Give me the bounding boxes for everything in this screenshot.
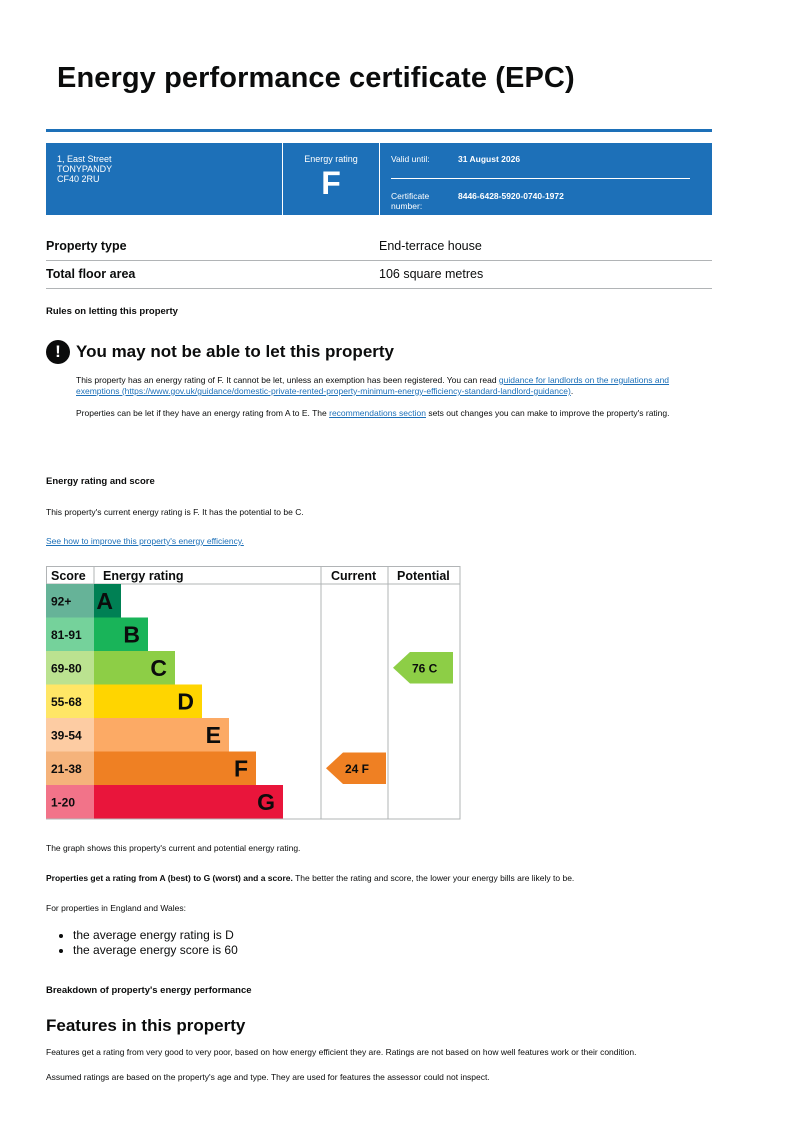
- letting-text: This property has an energy rating of F. It cannot be let, unless an exemption has been registered. You can read: [76, 375, 499, 385]
- features-paragraph-1: Features get a rating from very good to very poor, based on how energy efficient they are. Ratings are not based on how well features work or their condition.: [46, 1047, 637, 1057]
- ratings-rest: The better the rating and score, the lower your energy bills are likely to be.: [292, 873, 575, 883]
- letting-paragraph-1: [76, 375, 696, 397]
- letting-heading: Rules on letting this property: [46, 306, 178, 317]
- band-score-label: 81-91: [51, 627, 82, 642]
- list-item: • the average energy rating is D: [73, 928, 238, 943]
- band-letter: F: [233, 755, 248, 782]
- letting-text: .: [570, 386, 574, 396]
- list-item: • the average energy score is 60: [73, 943, 238, 958]
- features-heading: Features in this property: [46, 1016, 246, 1035]
- band-letter: B: [123, 621, 140, 648]
- floor-area-key: Total floor area: [46, 267, 136, 281]
- ratings-explanation: [46, 873, 574, 884]
- band-score-label: 21-38: [51, 761, 82, 776]
- landlord-guidance-link[interactable]: guidance for landlords on the regulations and exemptions (https://www.gov.uk/guidance/domestic-private-rented-property-minimum-energy-efficiency-standard-landlord-guidance): [76, 375, 670, 396]
- property-type-value: End-terrace house: [379, 239, 482, 253]
- breakdown-heading: Breakdown of property's energy performance: [46, 985, 252, 996]
- property-type-key: Property type: [46, 239, 127, 253]
- improve-efficiency-link[interactable]: See how to improve this property's energy efficiency.: [46, 536, 244, 546]
- band-score-label: 55-68: [51, 694, 82, 709]
- certificate-number-label: Certificate number:: [391, 191, 430, 211]
- england-wales-text: For properties in England and Wales:: [46, 903, 187, 913]
- floor-area-row: [46, 260, 712, 289]
- energy-rating-header: Energy rating: [103, 569, 184, 583]
- warning-title: You may not be able to let this property: [76, 342, 395, 361]
- graph-note: The graph shows this property's current and potential energy rating.: [46, 843, 301, 853]
- band-letter: A: [96, 587, 113, 614]
- title-divider: [46, 129, 712, 132]
- valid-until-label: Valid until:: [391, 154, 430, 164]
- features-paragraph-2: Assumed ratings are based on the property's age and type. They are used for features the assessor could not inspect.: [46, 1072, 490, 1082]
- energy-rating-value: F: [321, 165, 341, 201]
- certificate-number-value: 8446-6428-5920-0740-1972: [458, 191, 564, 201]
- warning-icon: !: [46, 340, 70, 364]
- divider: [391, 178, 690, 179]
- page-title: Energy performance certificate (EPC): [57, 62, 575, 94]
- address: [57, 154, 112, 184]
- letting-text: Properties can be let if they have an energy rating from A to E. The: [76, 408, 330, 418]
- band-letter: G: [257, 788, 275, 815]
- band-score-label: 1-20: [51, 795, 76, 810]
- certificate-summary: [46, 143, 712, 215]
- current-rating-text: This property's current energy rating is F. It has the potential to be C.: [46, 507, 304, 517]
- rating-heading: Energy rating and score: [46, 476, 155, 487]
- score-header: Score: [51, 569, 86, 583]
- band-letter: D: [177, 688, 194, 715]
- band-bar: [94, 785, 283, 819]
- property-type-row: [46, 232, 712, 261]
- band-letter: E: [205, 721, 221, 748]
- valid-until-value: 31 August 2026: [458, 154, 521, 164]
- band-score-label: 39-54: [51, 728, 82, 743]
- divider: [379, 143, 380, 215]
- band-score-label: 92+: [51, 594, 72, 609]
- current-header: Current: [331, 569, 377, 583]
- average-list: [56, 928, 238, 957]
- band-score-label: 69-80: [51, 661, 82, 676]
- address-line: 1, East Street: [57, 154, 112, 164]
- recommendations-link[interactable]: recommendations section: [329, 408, 426, 418]
- potential-rating-label: 76 C: [412, 661, 438, 676]
- energy-rating-label: Energy rating: [304, 154, 358, 164]
- letting-text: sets out changes you can make to improve the property's rating.: [425, 408, 670, 418]
- current-rating-label: 24 F: [345, 761, 370, 776]
- potential-header: Potential: [397, 569, 450, 583]
- band-letter: C: [150, 654, 167, 681]
- address-line: CF40 2RU: [57, 174, 100, 184]
- letting-paragraph-2: [76, 408, 706, 419]
- floor-area-value: 106 square metres: [379, 267, 484, 281]
- band-bar: [94, 752, 256, 786]
- address-line: TONYPANDY: [57, 164, 113, 174]
- energy-rating-chart: [46, 566, 462, 822]
- ratings-bold: Properties get a rating from A (best) to G (worst) and a score.: [46, 873, 293, 883]
